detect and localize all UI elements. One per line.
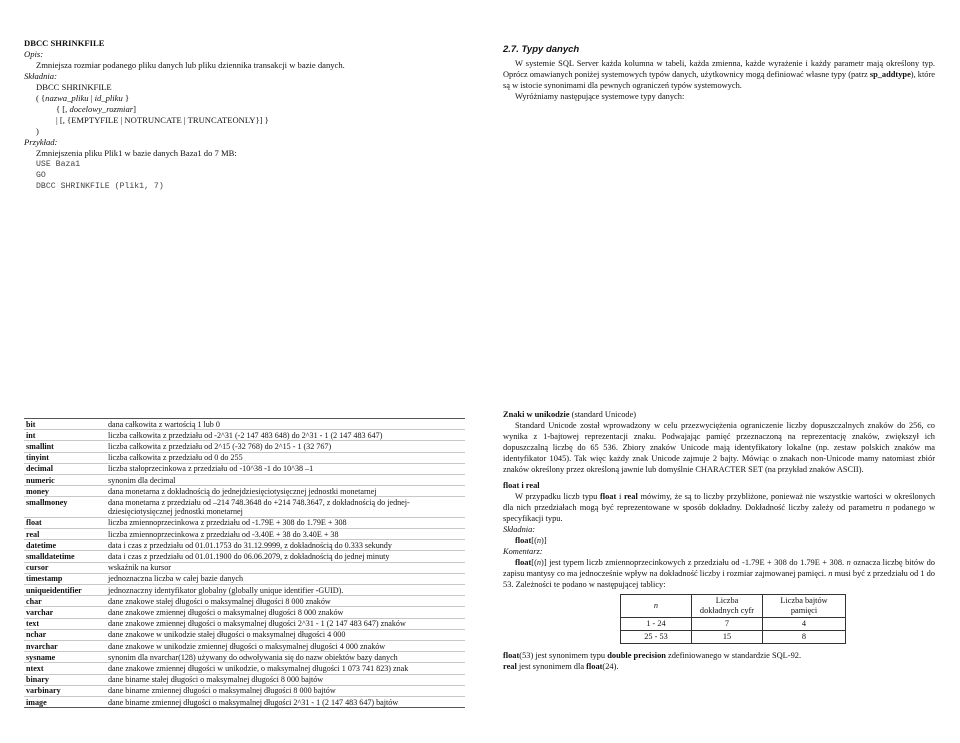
type-name: tinyint — [24, 452, 106, 463]
type-name: nchar — [24, 629, 106, 640]
type-description: synonim dla decimal — [106, 475, 465, 486]
type-description: dana monetarna z dokładnością do jednejdziesięciotysięcznej jednostki monetarnej — [106, 486, 465, 497]
type-row — [24, 419, 465, 430]
type-description: liczba zmiennoprzecinkowa z przedziału od -3.40E + 38 do 3.40E + 38 — [106, 529, 465, 540]
col-header: Liczba bajtów pamięci — [763, 595, 846, 618]
section-title: DBCC SHRINKFILE — [24, 38, 105, 48]
type-description: liczba zmiennoprzecinkowa z przedziału od -1.79E + 308 do 1.79E + 308 — [106, 517, 465, 528]
cell: 4 — [763, 618, 846, 631]
type-row — [24, 529, 465, 540]
type-description: data i czas z przedziału od 01.01.1753 do 31.12.9999, z dokładnością do 0.333 sekundy — [106, 540, 465, 551]
type-row — [24, 685, 465, 696]
cell: 1 - 24 — [621, 618, 692, 631]
skladnia-label: Składnia: — [503, 525, 536, 534]
cell: 7 — [692, 618, 763, 631]
type-row — [24, 663, 465, 674]
skladnia-code: float[(n)] — [515, 536, 547, 545]
footer-note: float(53) jest synonimem typu double precision zdefiniowanego w standardzie SQL-92. — [503, 651, 802, 660]
type-description: liczba całkowita z przedziału od -2^31 (-2 147 483 648) do 2^31 - 1 (2 147 483 647) — [106, 430, 465, 441]
unicode-heading: Znaki w unikodzie (standard Unicode) — [503, 410, 637, 419]
syntax-line: ) — [36, 126, 39, 136]
type-row — [24, 486, 465, 497]
type-name: datetime — [24, 540, 106, 551]
cell: 15 — [692, 631, 763, 644]
type-name: smallmoney — [24, 497, 106, 517]
type-name: sysname — [24, 652, 106, 663]
type-row — [24, 596, 465, 607]
code-line: USE Baza1 — [36, 160, 81, 169]
type-row — [24, 475, 465, 486]
type-name: ntext — [24, 663, 106, 674]
intro-paragraph: W systemie SQL Server każda kolumna w tabeli, każda zmienna, każde wyrażenie i każdy parametr mają określony typ. Oprócz omawianych poniżej systemowych typów danych, użytkownicy mogą definiować własne typy (patrz sp_addtype), które są w istocie synonimami dla pewnych ograniczeń typów systemowych. — [503, 59, 935, 90]
type-description: liczba całkowita z przedziału od 2^15 (-32 768) do 2^15 - 1 (32 767) — [106, 441, 465, 452]
syntax-line: | [, {EMPTYFILE | NOTRUNCATE | TRUNCATEONLY}] } — [56, 115, 269, 125]
system-types-table — [24, 418, 465, 708]
type-description: dane binarne zmiennej długości o maksymalnej długości 2^31 - 1 (2 147 483 647) bajtów — [106, 697, 465, 708]
type-row — [24, 497, 465, 517]
opis-label: Opis: — [24, 49, 44, 59]
type-description: dana całkowita z wartością 1 lub 0 — [106, 419, 465, 430]
cell: 25 - 53 — [621, 631, 692, 644]
type-name: smalldatetime — [24, 551, 106, 562]
intro-paragraph: Wyróżniamy następujące systemowe typy danych: — [515, 92, 685, 101]
przyklad-label: Przykład: — [24, 137, 58, 147]
type-name: smallint — [24, 441, 106, 452]
types-table-section — [24, 418, 465, 708]
type-row — [24, 562, 465, 573]
type-description: dane znakowe stałej długości o maksymalnej długości 8 000 znaków — [106, 596, 465, 607]
type-name: timestamp — [24, 573, 106, 584]
type-name: float — [24, 517, 106, 528]
type-name: decimal — [24, 463, 106, 474]
type-description: synonim dla nvarchar(128) używany do odwoływania się do nazw obiektów bazy danych — [106, 652, 465, 663]
unicode-float-section — [503, 409, 935, 672]
type-name: numeric — [24, 475, 106, 486]
type-row — [24, 573, 465, 584]
type-description: liczba całkowita z przedziału od 0 do 255 — [106, 452, 465, 463]
type-name: nvarchar — [24, 641, 106, 652]
unicode-heading-bold: Znaki w unikodzie — [503, 410, 570, 419]
type-row — [24, 540, 465, 551]
type-description: dane znakowe zmiennej długości o maksymalnej długości 2^31 - 1 (2 147 483 647) znaków — [106, 618, 465, 629]
footer-note: real jest synonimem dla float(24). — [503, 662, 619, 671]
type-row — [24, 674, 465, 685]
table-row — [621, 618, 846, 631]
type-row — [24, 618, 465, 629]
type-name: money — [24, 486, 106, 497]
type-name: image — [24, 697, 106, 708]
data-types-section — [503, 44, 935, 102]
code-line: GO — [36, 171, 46, 180]
type-row — [24, 607, 465, 618]
type-row — [24, 551, 465, 562]
komentarz-label: Komentarz: — [503, 547, 543, 556]
opis-text: Zmniejsza rozmiar podanego pliku danych lub pliku dziennika transakcji w bazie danych. — [36, 60, 345, 70]
unicode-paragraph: Standard Unicode został wprowadzony w celu przezwyciężenia ograniczenie liczby dopuszczalnych znaków do 256, co wynika z 1-bajtowej reprezentacji znaku. Podwajając pamięć przeznaczoną na reprezentację znaków, zwiększył ich dopuszczalną liczbę do 65 536. Zbiory znaków Unicode mają identyfikatory lokalne (np. zestaw polskich znaków ma identyfikator 1045). Tak więc każdy znak Unicode zajmuje 2 bajty. Mówiąc o znakach non-Unicode mamy natomiast zbiór znaków określony przez określoną jawnie lub domyślnie CHARACTER SET (na przykład znaków ASCII). — [503, 421, 935, 474]
type-row — [24, 641, 465, 652]
syntax-line: ( {nazwa_pliku | id_pliku } — [36, 93, 130, 103]
type-description: jednoznaczna liczba w całej bazie danych — [106, 573, 465, 584]
type-description: dane znakowe zmiennej długości o maksymalnej długości 8 000 znaków — [106, 607, 465, 618]
syntax-line: { [, docelowy_rozmiar] — [56, 104, 136, 114]
type-description: liczba stałoprzecinkowa z przedziału od -10^38 -1 do 10^38 –1 — [106, 463, 465, 474]
type-description: data i czas z przedziału od 01.01.1900 do 06.06.2079, z dokładnością do jednej minuty — [106, 551, 465, 562]
cell: 8 — [763, 631, 846, 644]
type-name: int — [24, 430, 106, 441]
type-description: dane znakowe w unikodzie zmiennej długości o maksymalnej długości 4 000 znaków — [106, 641, 465, 652]
shrinkfile-section — [24, 38, 444, 192]
komentarz-paragraph: float[(n)] jest typem liczb zmiennoprzecinkowych z przedziału od -1.79E + 308 do 1.79E + 308. n oznacza liczbę bitów do zapisu mantysy co ma jednocześnie wpływ na dokładność liczby i rozmiar zajmowanej pamięci. n musi być z przedziału od 1 do 53. Zależności te podano w następującej tablicy: — [503, 558, 935, 589]
type-name: uniqueidentifier — [24, 585, 106, 596]
type-row — [24, 585, 465, 596]
col-header: n — [621, 595, 692, 618]
type-name: binary — [24, 674, 106, 685]
syntax-line: DBCC SHRINKFILE — [36, 82, 112, 92]
col-header: Liczba dokładnych cyfr — [692, 595, 763, 618]
type-row — [24, 629, 465, 640]
precision-table — [620, 594, 846, 644]
type-description: dane binarne stałej długości o maksymalnej długości 8 000 bajtów — [106, 674, 465, 685]
type-row — [24, 452, 465, 463]
type-description: dana monetarna z przedziału od –214 748.3648 do +214 748.3647, z dokładnością do jednej-dziesięciotysięcznej jednostki monetarnej — [106, 497, 465, 517]
type-description: jednoznaczny identyfikator globalny (globally unique identifier -GUID). — [106, 585, 465, 596]
type-name: cursor — [24, 562, 106, 573]
code-line: DBCC SHRINKFILE (Plik1, 7) — [36, 182, 164, 191]
type-name: char — [24, 596, 106, 607]
type-description: dane znakowe zmiennej długości w unikodzie, o maksymalnej długości 1 073 741 823) znak — [106, 663, 465, 674]
type-row — [24, 430, 465, 441]
type-row — [24, 441, 465, 452]
type-name: varchar — [24, 607, 106, 618]
type-name: varbinary — [24, 685, 106, 696]
float-heading: float i real — [503, 481, 540, 490]
przyklad-text: Zmniejszenia pliku Plik1 w bazie danych Baza1 do 7 MB: — [36, 148, 237, 158]
type-description: dane binarne zmiennej długości o maksymalnej długości 8 000 bajtów — [106, 685, 465, 696]
type-row — [24, 697, 465, 708]
type-name: real — [24, 529, 106, 540]
type-row — [24, 652, 465, 663]
type-description: wskaźnik na kursor — [106, 562, 465, 573]
skladnia-label: Składnia: — [24, 71, 57, 81]
type-row — [24, 463, 465, 474]
type-description: dane znakowe w unikodzie stałej długości o maksymalnej długości 4 000 — [106, 629, 465, 640]
section-heading: 2.7. Typy danych — [503, 44, 580, 55]
type-row — [24, 517, 465, 528]
type-name: bit — [24, 419, 106, 430]
float-paragraph: W przypadku liczb typu float i real mówimy, że są to liczby przybliżone, ponieważ nie wszystkie wartości w określonych dla nich przedziałach mogą być reprezentowane w sposób dokładny. Dokładność liczby zależy od parametru n podanego w specyfikacji typu. — [503, 492, 936, 523]
type-name: text — [24, 618, 106, 629]
table-row — [621, 631, 846, 644]
